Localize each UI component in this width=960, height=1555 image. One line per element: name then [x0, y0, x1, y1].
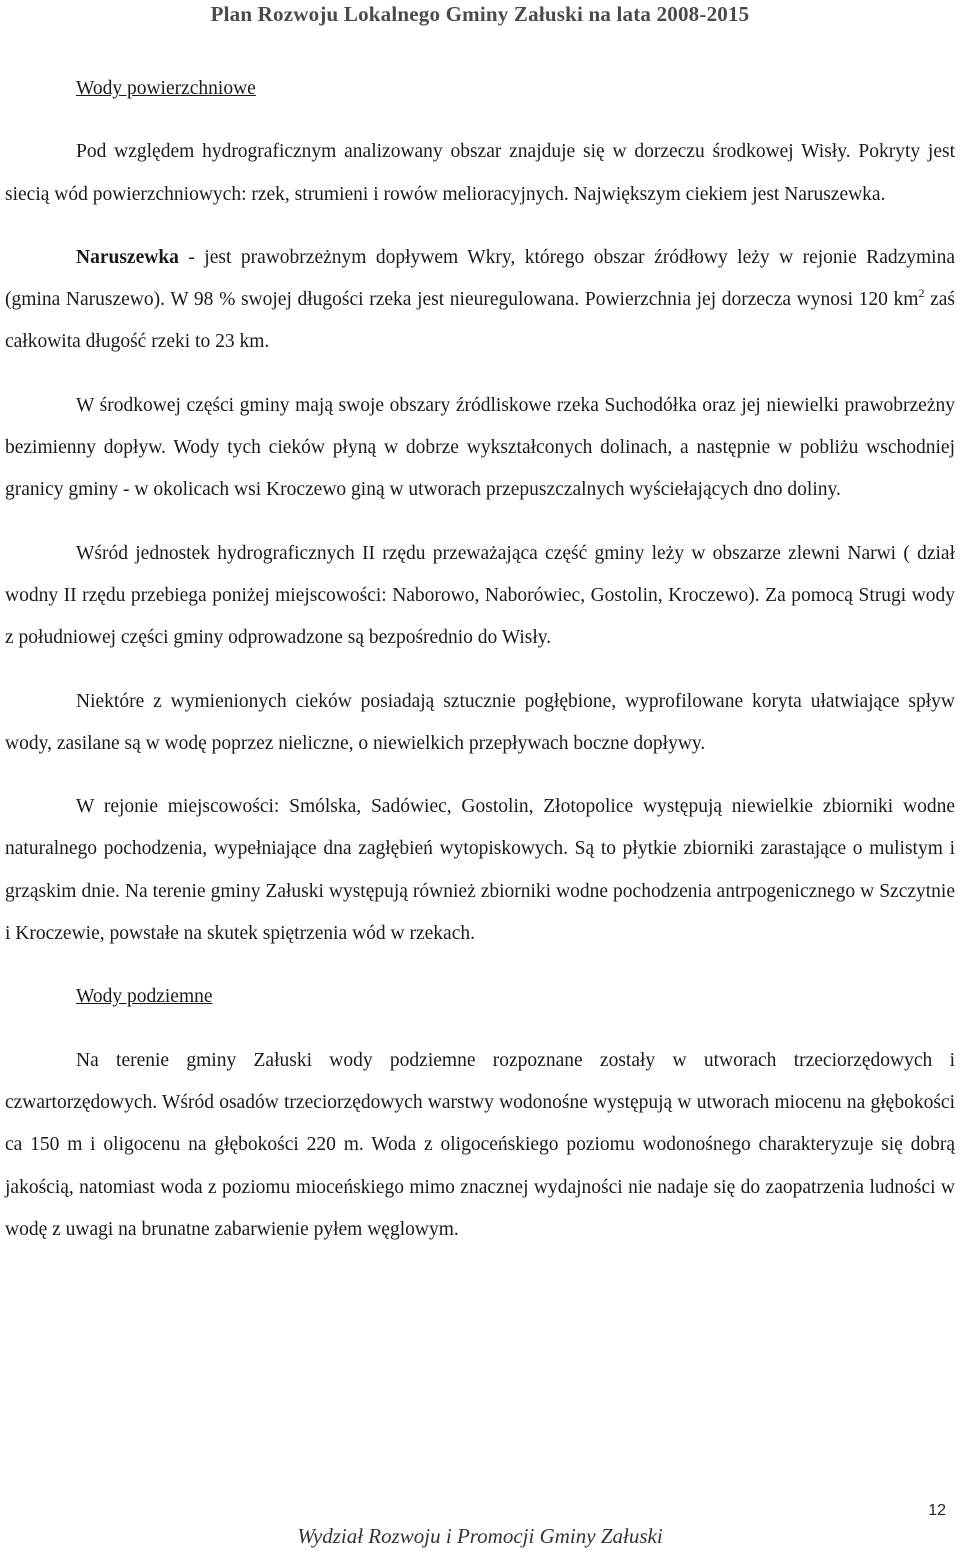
- paragraph: Naruszewka - jest prawobrzeżnym dopływem Wkry, którego obszar źródłowy leży w rejonie Radzymina (gmina Naruszewo). W 98 % swojej długości rzeka jest nieuregulowana. Powierzchnia jej dorzecza wynosi 120 $km^2$ zaś całkowita długość rzeki to 23 km.: [5, 246, 955, 353]
- section-heading-groundwater: Wody podziemne: [76, 986, 213, 1008]
- page-header-title: Plan Rozwoju Lokalnego Gminy Załuski na lata 2008-2015: [210, 2, 750, 26]
- paragraph: Wśród jednostek hydrograficznych II rzędu przeważająca część gminy leży w obszarze zlewni Narwi ( dział wodny II rzędu przebiega poniżej miejscowości: Naborowo, Naborówiec, Gostolin, Kroczewo). Za pomocą Strugi wody z południowej części gminy odprowadzone są bezpośrednio do Wisły.: [5, 542, 955, 649]
- paragraph: Na terenie gminy Załuski wody podziemne rozpoznane zostały w utworach trzeciorzędowych i czwartorzędowych. Wśród osadów trzeciorzędowych warstwy wodonośne występują w utworach miocenu na głębokości ca 150 m i oligocenu na głębokości 220 m. Woda z oligoceńskiego poziomu wodonośnego charakteryzuje się dobrą jakością, natomiast woda z poziomu mioceńskiego mimo znacznej wydajności nie nadaje się do zaopatrzenia ludności w wodę z uwagi na brunatne zabarwienie pyłem węglowym.: [5, 1049, 955, 1240]
- page-footer: Wydział Rozwoju i Promocji Gminy Załuski: [297, 1524, 663, 1548]
- paragraph: Niektóre z wymienionych cieków posiadają sztucznie pogłębione, wyprofilowane koryta ułatwiające spływ wody, zasilane są w wodę poprzez nieliczne, o niewielkich przepływach boczne dopływy.: [5, 690, 955, 754]
- document-body: [5, 68, 955, 1251]
- page-number: 12: [928, 1502, 946, 1519]
- paragraph: Pod względem hydrograficznym analizowany obszar znajduje się w dorzeczu środkowej Wisły. Pokryty jest siecią wód powierzchniowych: rzek, strumieni i rowów melioracyjnych. Największym ciekiem jest Naruszewka.: [5, 141, 955, 205]
- paragraph: W środkowej części gminy mają swoje obszary źródliskowe rzeka Suchodółka oraz jej niewielki prawobrzeżny bezimienny dopływ. Wody tych cieków płyną w dobrze wykształconych dolinach, a następnie w pobliżu wschodniej granicy gminy - w okolicach wsi Kroczewo giną w utworach przepuszczalnych wyściełających dno doliny.: [5, 394, 955, 501]
- paragraph: W rejonie miejscowości: Smólska, Sadówiec, Gostolin, Złotopolice występują niewielkie zbiorniki wodne naturalnego pochodzenia, wypełniające dna zagłębień wytopiskowych. Są to płytkie zbiorniki zarastające o mulistym i grząskim dnie. Na terenie gminy Załuski występują również zbiorniki wodne pochodzenia antrpogenicznego w Szczytnie i Kroczewie, powstałe na skutek spiętrzenia wód w rzekach.: [5, 796, 955, 945]
- section-heading-surface-water: Wody powierzchniowe: [76, 78, 256, 99]
- superscript: 2: [918, 286, 925, 301]
- river-name-bold: Naruszewka: [76, 246, 179, 268]
